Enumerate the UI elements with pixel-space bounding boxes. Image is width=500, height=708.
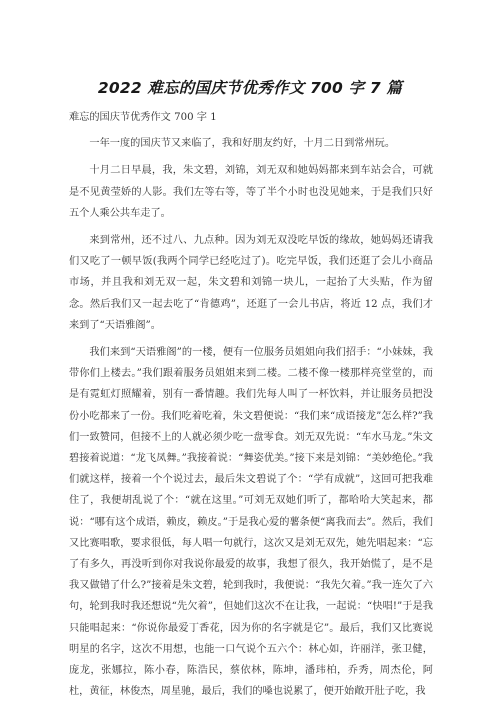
paragraph: 我们来到“天语雅阁”的一楼，便有一位服务员姐姐向我们招手：“小妹妹，我带你们上楼去。”我们跟着服务员姐姐来到二楼。二楼不像一楼那样亮堂堂的，而是有霓虹灯照耀着，别有一番情趣。我们先每人叫了一杯饮料，并让服务员把没份小吃都来了一份。我们吃着吃着，朱文碧便说：“我们来“成语接龙”怎么样?”我们一致赞同，但接不上的人就必须少吃一盘零食。刘无双先说：“车水马龙。”朱文碧接着说道：“龙飞凤舞。”我接着说：“舞姿优美。”接下来是刘锦：“美妙绝伦。”我们就这样，接着一个个说过去，最后朱文碧说了个：“学有成就”，这回可把我难住了，我便胡乱说了个：“就在这里。”可刘无双她们听了，都哈哈大笑起来，都说：“哪有这个成语，赖皮，赖皮。”于是我心爱的薯条便“离我而去”。然后，我们又比赛唱歌，要求很低，每人唱一句就行，这次又是刘无双先，她先唱起来：“忘了有多久，再没听到你对我说你最爱的故事，我想了很久，我开始慌了，是不是我又做错了什么?”接着是朱文碧，轮到我时，我便说：“我先欠着。”我一连欠了六句，轮到我时我还想说“先欠着”，但她们这次不在让我，一起说：“快唱!”于是我只能唱起来：“你说你最爱丁香花，因为你的名字就是它”。最后，我们又比赛说明星的名字，这次不用想，也能一口气说个五六个：林心如，许丽洋，张卫健，庞龙，张娜拉，陈小春，陈浩民，蔡依林，陈坤，潘玮柏，乔秀，周杰伦，阿杜，黄征，林俊杰，周星驰，最后，我们的嗓也说累了，便开始敞开肚子吃，我 <box>69 347 433 698</box>
paragraph: 十月二日早晨，我，朱文碧，刘锦，刘无双和她妈妈都来到车站会合，可就是不见黄莹娇的人影。我们左等右等，等了半个小时也没见她来，于是我们只好五个人乘公共车走了。 <box>69 165 433 219</box>
paragraph: 一年一度的国庆节又来临了，我和好朋友约好，十月二日到常州玩。 <box>89 138 396 150</box>
article-subtitle: 难忘的国庆节优秀作文 700 字 1 <box>69 112 217 123</box>
document-body <box>69 107 433 708</box>
document-title: 2022 难忘的国庆节优秀作文 700 字 7 篇 <box>97 79 403 97</box>
paragraph: 来到常州，还不过八、九点种。因为刘无双没吃早饭的缘故，她妈妈还请我们又吃了一顿早饭(我两个同学已经吃过了)。吃完早饭，我们还逛了会儿小商品市场，并且我和刘无双一起，朱文碧和刘锦一块儿，一起抬了大头贴，作为留念。然后我们又一起去吃了“肯德鸡”，还逛了一会儿书店，将近 12 点，我们才来到了“天语雅阁”。 <box>69 235 433 331</box>
